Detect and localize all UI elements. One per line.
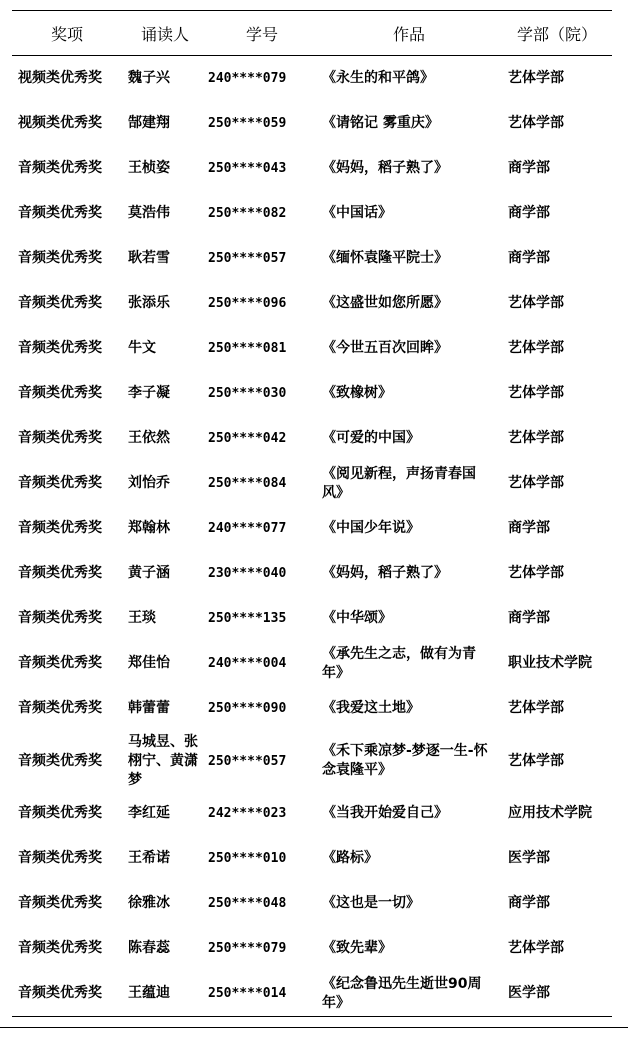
department-cell: 艺体学部 <box>508 385 564 401</box>
award-cell: 音频类优秀奖 <box>18 160 102 176</box>
student-id-cell: 242****023 <box>208 806 287 821</box>
header-reader: 诵读人 <box>140 24 189 44</box>
department-cell: 艺体学部 <box>508 340 564 356</box>
student-id-cell: 250****084 <box>208 476 287 491</box>
award-cell: 视频类优秀奖 <box>18 115 102 131</box>
department-cell: 医学部 <box>508 985 550 1001</box>
table-row <box>12 836 612 881</box>
work-cell: 《妈妈，稻子熟了》 <box>322 160 448 176</box>
work-cell: 《这盛世如您所愿》 <box>322 295 448 311</box>
table-row <box>12 281 612 326</box>
department-cell: 职业技术学院 <box>508 655 592 671</box>
department-cell: 商学部 <box>508 895 550 911</box>
reader-cell: 李子凝 <box>128 385 170 401</box>
reader-cell: 郜建翔 <box>128 115 170 131</box>
award-cell: 音频类优秀奖 <box>18 985 102 1001</box>
header-student-id: 学号 <box>245 24 278 44</box>
department-cell: 艺体学部 <box>508 295 564 311</box>
department-cell: 艺体学部 <box>508 700 564 716</box>
award-cell: 音频类优秀奖 <box>18 520 102 536</box>
award-cell: 音频类优秀奖 <box>18 250 102 266</box>
student-id-cell: 240****079 <box>208 71 287 86</box>
reader-cell: 郑佳怡 <box>128 655 170 671</box>
work-cell: 《妈妈，稻子熟了》 <box>322 565 448 581</box>
department-cell: 艺体学部 <box>508 70 564 86</box>
reader-cell: 王桢姿 <box>128 160 170 176</box>
work-cell: 《可爱的中国》 <box>322 430 420 446</box>
award-cell: 音频类优秀奖 <box>18 895 102 911</box>
table-row <box>12 551 612 596</box>
student-id-cell: 250****081 <box>208 341 287 356</box>
award-cell: 音频类优秀奖 <box>18 340 102 356</box>
work-cell: 《请铭记 雾重庆》 <box>322 115 439 131</box>
department-cell: 艺体学部 <box>508 752 564 769</box>
student-id-cell: 250****042 <box>208 431 287 446</box>
table-header <box>12 11 612 56</box>
table-row <box>12 416 612 461</box>
award-cell: 音频类优秀奖 <box>18 475 102 491</box>
table-body <box>12 56 612 1017</box>
work-cell: 《永生的和平鸽》 <box>322 70 434 86</box>
award-cell: 音频类优秀奖 <box>18 565 102 581</box>
reader-cell: 郑翰林 <box>128 520 170 536</box>
reader-cell: 王琰 <box>128 610 156 626</box>
award-cell: 音频类优秀奖 <box>18 430 102 446</box>
table-row <box>12 926 612 971</box>
student-id-cell: 250****057 <box>208 753 287 769</box>
department-cell: 商学部 <box>508 520 550 536</box>
award-cell: 音频类优秀奖 <box>18 700 102 716</box>
student-id-cell: 250****010 <box>208 851 287 866</box>
table-row <box>12 146 612 191</box>
table-row <box>12 236 612 281</box>
department-cell: 商学部 <box>508 160 550 176</box>
student-id-cell: 250****135 <box>208 611 287 626</box>
work-cell: 《路标》 <box>322 850 378 866</box>
student-id-cell: 250****014 <box>208 986 287 1001</box>
reader-cell: 张添乐 <box>128 295 170 311</box>
department-cell: 艺体学部 <box>508 475 564 491</box>
header-work: 作品 <box>392 24 425 44</box>
header-department: 学部（院） <box>516 24 597 44</box>
award-cell: 音频类优秀奖 <box>18 940 102 956</box>
student-id-cell: 250****043 <box>208 161 287 176</box>
header-award: 奖项 <box>50 24 83 44</box>
table-row <box>12 881 612 926</box>
reader-cell: 李红延 <box>128 805 170 821</box>
award-cell: 音频类优秀奖 <box>18 205 102 221</box>
award-cell: 音频类优秀奖 <box>18 850 102 866</box>
department-cell: 医学部 <box>508 850 550 866</box>
table-row <box>12 56 612 102</box>
student-id-cell: 230****040 <box>208 566 287 581</box>
work-cell: 《中国话》 <box>322 205 392 221</box>
table-row <box>12 641 612 686</box>
department-cell: 艺体学部 <box>508 430 564 446</box>
work-cell: 《禾下乘凉梦-梦逐一生-怀念袁隆平》 <box>322 743 488 778</box>
student-id-cell: 250****057 <box>208 251 287 266</box>
reader-cell: 陈春蕊 <box>128 940 170 956</box>
table-row <box>12 101 612 146</box>
department-cell: 商学部 <box>508 610 550 626</box>
reader-cell: 徐雅冰 <box>128 895 170 911</box>
table-row <box>12 461 612 506</box>
department-cell: 艺体学部 <box>508 940 564 956</box>
reader-cell: 王依然 <box>128 430 170 446</box>
reader-cell: 韩蕾蕾 <box>128 700 170 716</box>
bottom-divider <box>0 1027 628 1028</box>
work-cell: 《纪念鲁迅先生逝世90周年》 <box>322 975 482 1011</box>
student-id-cell: 250****030 <box>208 386 287 401</box>
student-id-cell: 250****096 <box>208 296 287 311</box>
reader-cell: 牛文 <box>128 340 156 356</box>
reader-cell: 魏子兴 <box>128 70 170 86</box>
table-row <box>12 971 612 1017</box>
work-cell: 《我爱这土地》 <box>322 700 420 716</box>
table-row <box>12 371 612 416</box>
reader-cell: 耿若雪 <box>128 250 170 266</box>
department-cell: 艺体学部 <box>508 115 564 131</box>
award-cell: 音频类优秀奖 <box>18 752 102 769</box>
work-cell: 《致先辈》 <box>322 940 392 956</box>
awards-table <box>12 10 612 1017</box>
reader-cell: 王希诺 <box>128 850 170 866</box>
reader-cell: 马城昱、张栩宁、黄潇梦 <box>128 733 198 788</box>
award-cell: 音频类优秀奖 <box>18 655 102 671</box>
table-row <box>12 731 612 791</box>
award-cell: 音频类优秀奖 <box>18 610 102 626</box>
student-id-cell: 250****079 <box>208 941 287 956</box>
department-cell: 商学部 <box>508 205 550 221</box>
table-row <box>12 686 612 731</box>
reader-cell: 王蕴迪 <box>128 985 170 1001</box>
reader-cell: 刘怡乔 <box>128 475 170 491</box>
student-id-cell: 250****090 <box>208 701 287 716</box>
table-row <box>12 596 612 641</box>
work-cell: 《缅怀袁隆平院士》 <box>322 250 448 266</box>
award-cell: 音频类优秀奖 <box>18 295 102 311</box>
table-row <box>12 791 612 836</box>
table-row <box>12 506 612 551</box>
reader-cell: 黄子涵 <box>128 565 170 581</box>
student-id-cell: 240****077 <box>208 521 287 536</box>
award-cell: 音频类优秀奖 <box>18 385 102 401</box>
award-cell: 音频类优秀奖 <box>18 805 102 821</box>
work-cell: 《阅见新程，声扬青春国风》 <box>322 465 476 501</box>
reader-cell: 莫浩伟 <box>128 205 170 221</box>
table-row <box>12 191 612 236</box>
work-cell: 《当我开始爱自己》 <box>322 805 448 821</box>
student-id-cell: 250****048 <box>208 896 287 911</box>
table-row <box>12 326 612 371</box>
student-id-cell: 250****082 <box>208 206 287 221</box>
work-cell: 《中华颂》 <box>322 610 392 626</box>
awards-table-container <box>12 10 612 1017</box>
department-cell: 艺体学部 <box>508 565 564 581</box>
student-id-cell: 250****059 <box>208 116 287 131</box>
award-cell: 视频类优秀奖 <box>18 70 102 86</box>
work-cell: 《承先生之志，做有为青年》 <box>322 645 476 681</box>
work-cell: 《中国少年说》 <box>322 520 420 536</box>
department-cell: 商学部 <box>508 250 550 266</box>
student-id-cell: 240****004 <box>208 656 287 671</box>
header-row <box>12 11 612 56</box>
work-cell: 《这也是一切》 <box>322 895 420 911</box>
work-cell: 《今世五百次回眸》 <box>322 340 448 356</box>
work-cell: 《致橡树》 <box>322 385 392 401</box>
department-cell: 应用技术学院 <box>508 805 592 821</box>
